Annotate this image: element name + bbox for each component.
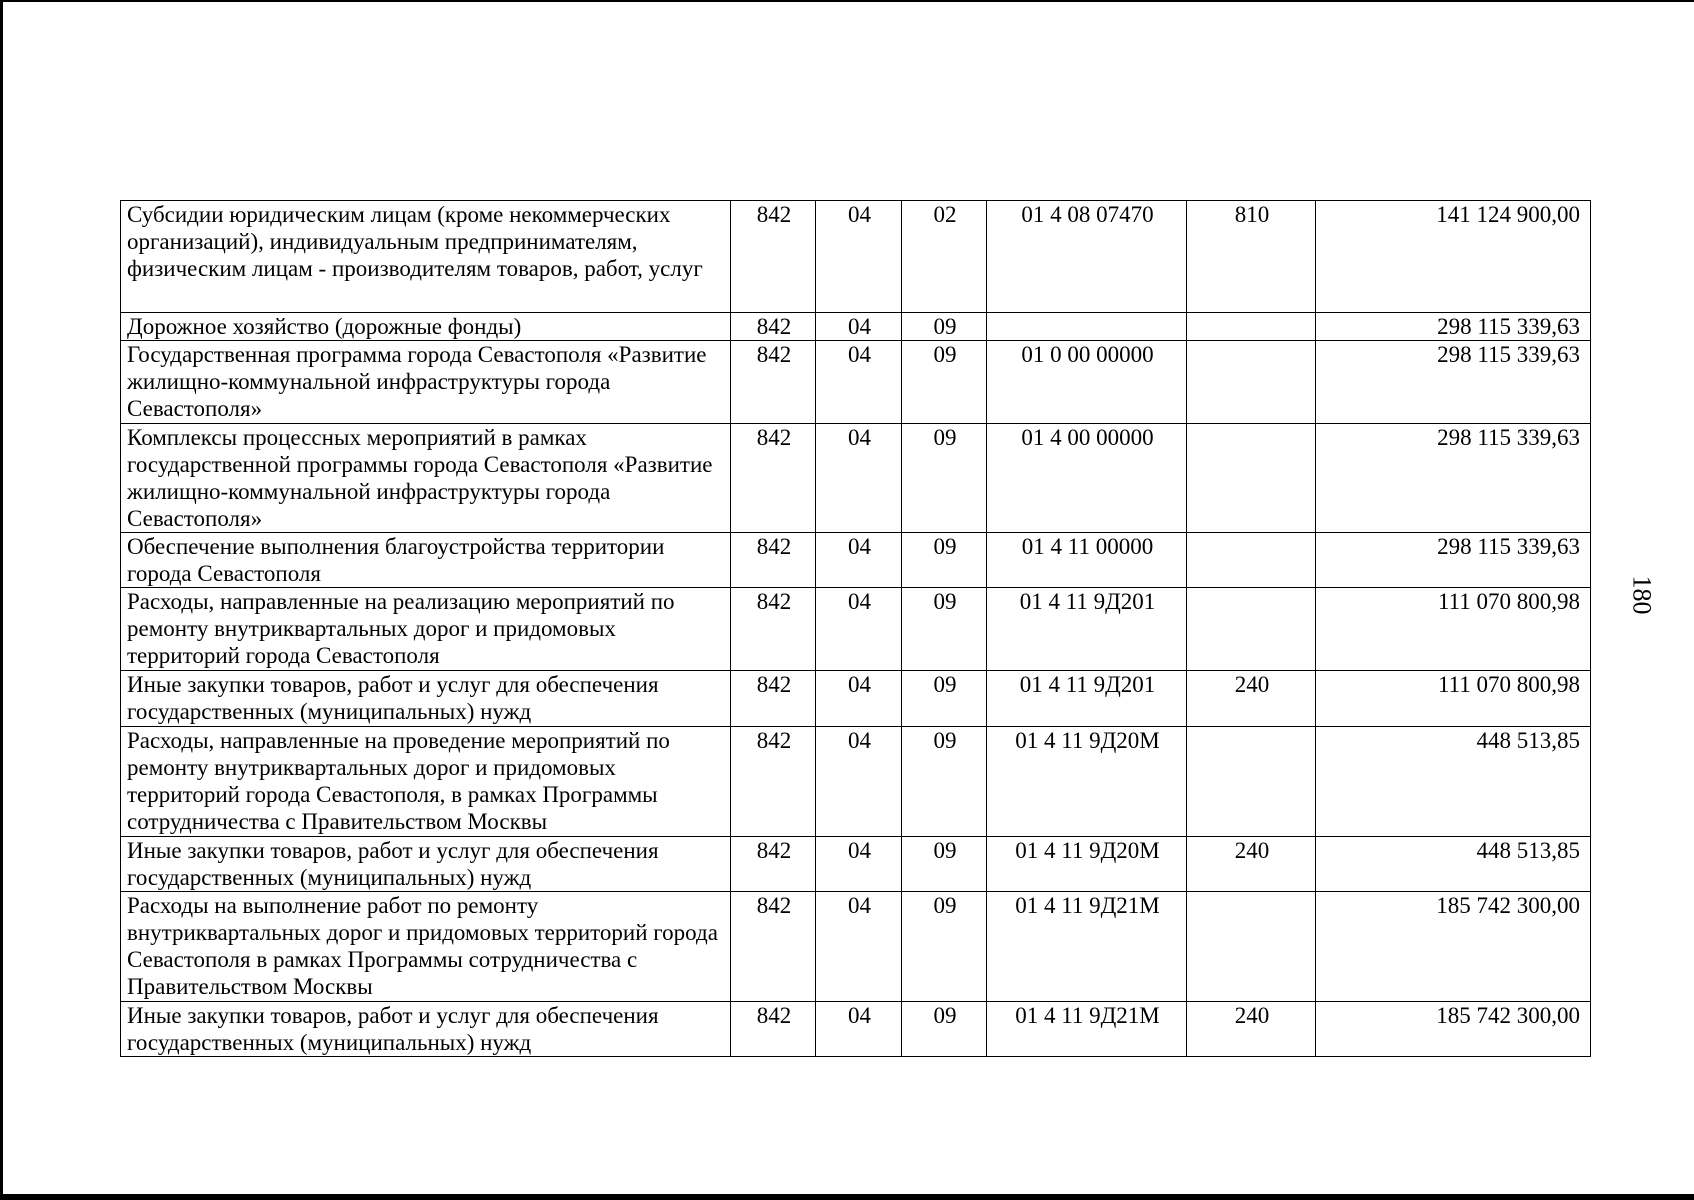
expense-type-code: 810 <box>1187 201 1316 313</box>
target-code: 01 4 11 9Д20М <box>987 837 1187 892</box>
expense-type-code <box>1187 424 1316 533</box>
table-row <box>121 201 1591 313</box>
amount: 298 115 339,63 <box>1316 341 1591 424</box>
ministry-code: 842 <box>731 892 816 1002</box>
table-row <box>121 313 1591 341</box>
subsection-code: 09 <box>902 424 987 533</box>
section-code: 04 <box>816 313 902 341</box>
table-row <box>121 671 1591 727</box>
table-row <box>121 533 1591 588</box>
ministry-code: 842 <box>731 313 816 341</box>
ministry-code: 842 <box>731 671 816 727</box>
amount: 298 115 339,63 <box>1316 533 1591 588</box>
section-code: 04 <box>816 201 902 313</box>
expense-type-code <box>1187 341 1316 424</box>
amount: 298 115 339,63 <box>1316 313 1591 341</box>
row-name: Расходы на выполнение работ по ремонту внутриквартальных дорог и придомовых территорий города Севастополя в рамках Программы сотрудничества с Правительством Москвы <box>121 892 731 1002</box>
subsection-code: 09 <box>902 533 987 588</box>
amount: 185 742 300,00 <box>1316 1002 1591 1057</box>
page-number: 180 <box>1627 575 1657 615</box>
subsection-code: 09 <box>902 727 987 837</box>
target-code: 01 0 00 00000 <box>987 341 1187 424</box>
row-name: Обеспечение выполнения благоустройства территории города Севастополя <box>121 533 731 588</box>
target-code: 01 4 11 9Д201 <box>987 671 1187 727</box>
table-body <box>121 201 1591 1057</box>
row-name: Дорожное хозяйство (дорожные фонды) <box>121 313 731 341</box>
amount: 111 070 800,98 <box>1316 588 1591 671</box>
row-name: Государственная программа города Севастополя «Развитие жилищно-коммунальной инфраструктуры города Севастополя» <box>121 341 731 424</box>
row-name: Субсидии юридическим лицам (кроме некоммерческих организаций), индивидуальным предпринимателям, физическим лицам - производителям товаров, работ, услуг <box>121 201 731 313</box>
subsection-code: 09 <box>902 313 987 341</box>
table-row <box>121 892 1591 1002</box>
section-code: 04 <box>816 727 902 837</box>
expense-type-code <box>1187 533 1316 588</box>
amount: 111 070 800,98 <box>1316 671 1591 727</box>
section-code: 04 <box>816 588 902 671</box>
ministry-code: 842 <box>731 837 816 892</box>
section-code: 04 <box>816 424 902 533</box>
expense-type-code <box>1187 892 1316 1002</box>
row-name: Иные закупки товаров, работ и услуг для обеспечения государственных (муниципальных) нужд <box>121 671 731 727</box>
amount: 185 742 300,00 <box>1316 892 1591 1002</box>
subsection-code: 09 <box>902 892 987 1002</box>
section-code: 04 <box>816 837 902 892</box>
ministry-code: 842 <box>731 1002 816 1057</box>
expense-type-code: 240 <box>1187 837 1316 892</box>
table-row <box>121 727 1591 837</box>
table-row <box>121 424 1591 533</box>
target-code: 01 4 11 00000 <box>987 533 1187 588</box>
expense-type-code: 240 <box>1187 1002 1316 1057</box>
expense-type-code: 240 <box>1187 671 1316 727</box>
section-code: 04 <box>816 1002 902 1057</box>
row-name: Иные закупки товаров, работ и услуг для обеспечения государственных (муниципальных) нужд <box>121 837 731 892</box>
section-code: 04 <box>816 892 902 1002</box>
target-code: 01 4 08 07470 <box>987 201 1187 313</box>
ministry-code: 842 <box>731 588 816 671</box>
subsection-code: 09 <box>902 837 987 892</box>
section-code: 04 <box>816 533 902 588</box>
expense-type-code <box>1187 313 1316 341</box>
target-code: 01 4 11 9Д201 <box>987 588 1187 671</box>
section-code: 04 <box>816 671 902 727</box>
section-code: 04 <box>816 341 902 424</box>
ministry-code: 842 <box>731 341 816 424</box>
subsection-code: 09 <box>902 588 987 671</box>
expense-type-code <box>1187 727 1316 837</box>
amount: 298 115 339,63 <box>1316 424 1591 533</box>
target-code: 01 4 11 9Д21М <box>987 1002 1187 1057</box>
table-row <box>121 588 1591 671</box>
subsection-code: 09 <box>902 1002 987 1057</box>
amount: 448 513,85 <box>1316 837 1591 892</box>
table-row <box>121 341 1591 424</box>
row-name: Иные закупки товаров, работ и услуг для обеспечения государственных (муниципальных) нужд <box>121 1002 731 1057</box>
ministry-code: 842 <box>731 424 816 533</box>
row-name: Расходы, направленные на проведение мероприятий по ремонту внутриквартальных дорог и придомовых территорий города Севастополя, в рамках Программы сотрудничества с Правительством Москвы <box>121 727 731 837</box>
subsection-code: 02 <box>902 201 987 313</box>
target-code: 01 4 00 00000 <box>987 424 1187 533</box>
target-code <box>987 313 1187 341</box>
amount: 141 124 900,00 <box>1316 201 1591 313</box>
subsection-code: 09 <box>902 671 987 727</box>
target-code: 01 4 11 9Д20М <box>987 727 1187 837</box>
ministry-code: 842 <box>731 727 816 837</box>
table-row <box>121 1002 1591 1057</box>
row-name: Комплексы процессных мероприятий в рамках государственной программы города Севастополя «Развитие жилищно-коммунальной инфраструктуры города Севастополя» <box>121 424 731 533</box>
budget-table <box>120 200 1591 1057</box>
table-row <box>121 837 1591 892</box>
ministry-code: 842 <box>731 533 816 588</box>
target-code: 01 4 11 9Д21М <box>987 892 1187 1002</box>
amount: 448 513,85 <box>1316 727 1591 837</box>
ministry-code: 842 <box>731 201 816 313</box>
subsection-code: 09 <box>902 341 987 424</box>
row-name: Расходы, направленные на реализацию мероприятий по ремонту внутриквартальных дорог и придомовых территорий города Севастополя <box>121 588 731 671</box>
expense-type-code <box>1187 588 1316 671</box>
